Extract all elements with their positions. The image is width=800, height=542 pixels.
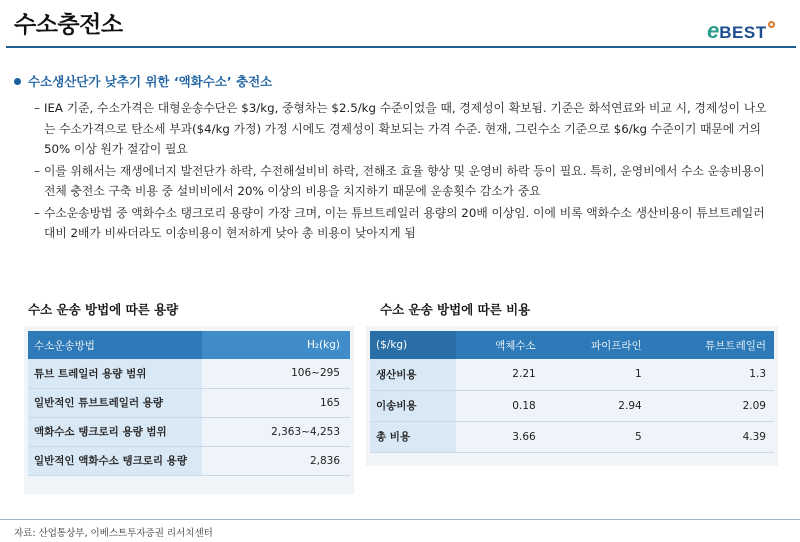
row-value: 2.21 [456,359,544,390]
section-heading-text: 수소생산단가 낮추기 위한 ‘액화수소’ 충전소 [28,74,273,89]
table-row [28,359,350,388]
bullet-item [34,98,774,160]
column-header: H₂(kg) [202,331,350,359]
row-value: 106~295 [202,359,350,388]
column-header: 튜브트레일러 [650,331,774,359]
row-label: 생산비용 [370,359,456,390]
brand-logo-dot-icon [768,21,775,28]
row-label: 총 비용 [370,421,456,452]
table-header-row [370,331,774,359]
row-label: 일반적인 튜브트레일러 용량 [28,388,202,417]
column-header: 액체수소 [456,331,544,359]
row-value: 2,363~4,253 [202,417,350,446]
bullet-text: 이를 위해서는 재생에너지 발전단가 하락, 수전해설비비 하락, 전해조 효율 향상 및 운영비 하락 등이 필요. 특히, 운영비에서 수소 운송비용이 전체 충전소 구축 비용 중 설비비에서 20% 이상의 비용을 치지하기 때문에 운송횟수 감소가 중요 [44,163,765,198]
column-header: ($/kg) [370,331,456,359]
row-label: 튜브 트레일러 용량 범위 [28,359,202,388]
row-value: 4.39 [650,421,774,452]
bullet-list [34,98,774,245]
brand-logo [707,18,774,44]
bullet-item [34,161,774,202]
row-value: 3.66 [456,421,544,452]
row-label: 일반적인 액화수소 탱크로리 용량 [28,446,202,475]
footer-divider [0,519,800,520]
row-value: 2.94 [544,390,650,421]
bullet-text: 수소운송방법 중 액화수소 탱크로리 용량이 가장 크며, 이는 튜브트레일러 용량의 20배 이상임. 이에 비록 액화수소 생산비용이 튜브트레일러 대비 2배가 비싸더라도 이송비용이 현저하게 낮아 총 비용이 낮아지게 됨 [44,205,765,240]
cost-table-title: 수소 운송 방법에 따른 비용 [380,302,531,317]
table-row [28,446,350,475]
row-label: 이송비용 [370,390,456,421]
row-value: 0.18 [456,390,544,421]
dash-icon: – [34,163,40,178]
table-row [370,421,774,452]
row-value: 2,836 [202,446,350,475]
dash-icon: – [34,205,40,220]
brand-logo-text: BEST [719,23,767,42]
bullet-item [34,203,774,244]
table-row [28,388,350,417]
capacity-table [28,331,350,476]
bullet-text: IEA 기준, 수소가격은 대형운송수단은 $3/kg, 중형차는 $2.5/kg 수준이었을 때, 경제성이 확보됨. 기준은 화석연료와 비교 시, 경제성이 나오는 수소가격으로 탄소세 부과($4/kg 가정) 가정 시에도 경제성이 확보되는 가격 수준. 현재, 그린수소 기준으로 $6/kg 수준이기 때문에 거의 50% 이상 원가 절감이 필요 [44,101,767,156]
source-note: 자료: 산업통상부, 이베스트투자증권 리서치센터 [14,528,213,539]
page-title: 수소충전소 [14,12,123,38]
row-label: 액화수소 탱크로리 용량 범위 [28,417,202,446]
table-header-row [28,331,350,359]
column-header: 파이프라인 [544,331,650,359]
row-value: 5 [544,421,650,452]
section-heading [14,72,272,90]
brand-logo-e: e [707,18,720,43]
row-value: 2.09 [650,390,774,421]
bullet-dot-icon [14,78,21,85]
dash-icon: – [34,101,40,115]
table-row [370,359,774,390]
title-divider [6,46,796,48]
row-value: 1 [544,359,650,390]
cost-table [370,331,774,453]
row-value: 1.3 [650,359,774,390]
table-row [370,390,774,421]
table-row [28,417,350,446]
capacity-table-title: 수소 운송 방법에 따른 용량 [28,302,179,317]
column-header: 수소운송방법 [28,331,202,359]
row-value: 165 [202,388,350,417]
